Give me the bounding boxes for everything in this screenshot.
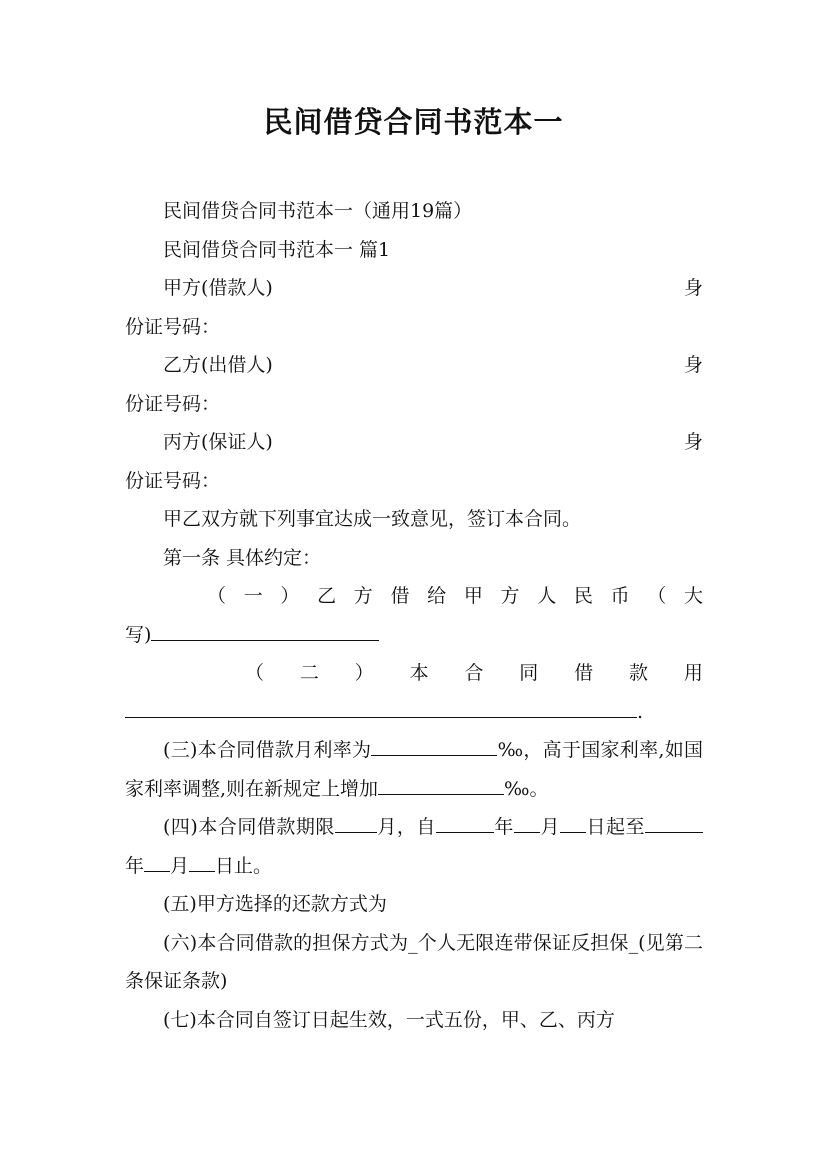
item-5-paragraph: (五)甲方选择的还款方式为 bbox=[163, 893, 387, 915]
item-3-part-1: (三)本合同借款月利率为 bbox=[163, 739, 372, 761]
amount-blank bbox=[151, 620, 379, 641]
item-4-part-3: 年 bbox=[493, 816, 514, 838]
party-c-line bbox=[125, 423, 703, 462]
item-1-char: 方 bbox=[500, 585, 520, 607]
item-2-char: ） bbox=[354, 662, 374, 684]
item-1-char: 民 bbox=[573, 585, 593, 607]
item-2-char: 用 bbox=[683, 662, 703, 684]
item-1-char: 给 bbox=[427, 585, 447, 607]
item-1-char: 大 bbox=[683, 585, 703, 607]
item-2-char: 同 bbox=[519, 662, 539, 684]
item-3-part-2: ‰，高于国家利率,如国家利率调整,则在新规定上增加 bbox=[125, 739, 703, 800]
item-4-part-1: (四)本合同借款期限 bbox=[163, 816, 335, 838]
end-year-blank bbox=[645, 812, 703, 833]
start-year-blank bbox=[436, 812, 494, 833]
item-4-part-4: 月 bbox=[539, 816, 560, 838]
term-months-blank bbox=[335, 812, 377, 833]
party-c-id-head: 身 bbox=[683, 431, 703, 453]
item-1-line bbox=[125, 577, 703, 616]
party-b-line bbox=[125, 346, 703, 385]
item-1-char: 币 bbox=[610, 585, 630, 607]
item-1-continuation bbox=[125, 616, 703, 655]
end-month-blank bbox=[144, 851, 170, 872]
item-1-tail: 写) bbox=[125, 623, 152, 646]
start-month-blank bbox=[514, 812, 540, 833]
document-title: 民间借贷合同书范本一 bbox=[263, 105, 564, 139]
item-1-char: ） bbox=[280, 585, 300, 607]
purpose-blank bbox=[125, 697, 637, 718]
item-2-char: （ bbox=[245, 662, 265, 684]
item-2-char: 款 bbox=[629, 662, 649, 684]
item-2-char: 合 bbox=[464, 662, 484, 684]
article-1-title: 第一条 具体约定： bbox=[163, 546, 322, 569]
party-a-id-head: 身 bbox=[683, 277, 703, 299]
item-3-part-3: ‰。 bbox=[504, 777, 549, 800]
item-1-char: （ bbox=[207, 585, 227, 607]
item-2-line bbox=[125, 654, 703, 693]
item-4-part-7: 月 bbox=[170, 854, 190, 877]
item-4-part-5: 日起至 bbox=[585, 816, 645, 838]
item-2-continuation bbox=[125, 693, 703, 732]
item-1-char: 一 bbox=[243, 585, 263, 607]
item-1-char: 借 bbox=[390, 585, 410, 607]
party-b-id-label: 份证号码： bbox=[125, 392, 221, 415]
item-1-char: 乙 bbox=[317, 585, 337, 607]
item-4-paragraph bbox=[125, 808, 703, 885]
item-2-tail: . bbox=[637, 700, 644, 723]
party-a-line bbox=[125, 269, 703, 308]
item-1-char: 甲 bbox=[463, 585, 483, 607]
rate-increase-blank bbox=[378, 774, 504, 795]
item-1-char: 方 bbox=[353, 585, 373, 607]
item-4-part-8: 日止。 bbox=[215, 854, 273, 877]
monthly-rate-blank bbox=[371, 735, 497, 756]
item-3-paragraph bbox=[125, 731, 703, 808]
document-body bbox=[125, 192, 703, 1039]
party-a-label: 甲方(借款人) bbox=[163, 277, 273, 299]
party-c-label: 丙方(保证人) bbox=[163, 431, 273, 453]
item-2-char: 二 bbox=[299, 662, 319, 684]
section-heading: 民间借贷合同书范本一 篇1 bbox=[163, 238, 391, 261]
party-a-id-label: 份证号码： bbox=[125, 315, 221, 338]
item-6-paragraph: (六)本合同借款的担保方式为_个人无限连带保证反担保_(见第二条保证条款) bbox=[125, 931, 703, 992]
party-c-id-label: 份证号码： bbox=[125, 469, 221, 492]
start-day-blank bbox=[560, 812, 586, 833]
item-7-paragraph: (七)本合同自签订日起生效，一式五份，甲、乙、丙方 bbox=[163, 1008, 615, 1031]
item-4-part-2: 月，自 bbox=[376, 816, 436, 838]
party-b-id-head: 身 bbox=[683, 354, 703, 376]
item-1-char: （ bbox=[647, 585, 667, 607]
party-b-label: 乙方(出借人) bbox=[163, 354, 273, 376]
intro-paragraph: 甲乙双方就下列事宜达成一致意见，签订本合同。 bbox=[163, 508, 582, 530]
item-2-char: 借 bbox=[574, 662, 594, 684]
item-4-part-6: 年 bbox=[125, 854, 145, 877]
end-day-blank bbox=[189, 851, 215, 872]
item-2-char: 本 bbox=[409, 662, 429, 684]
item-1-char: 人 bbox=[537, 585, 557, 607]
document-subtitle: 民间借贷合同书范本一（通用19篇） bbox=[163, 200, 473, 222]
